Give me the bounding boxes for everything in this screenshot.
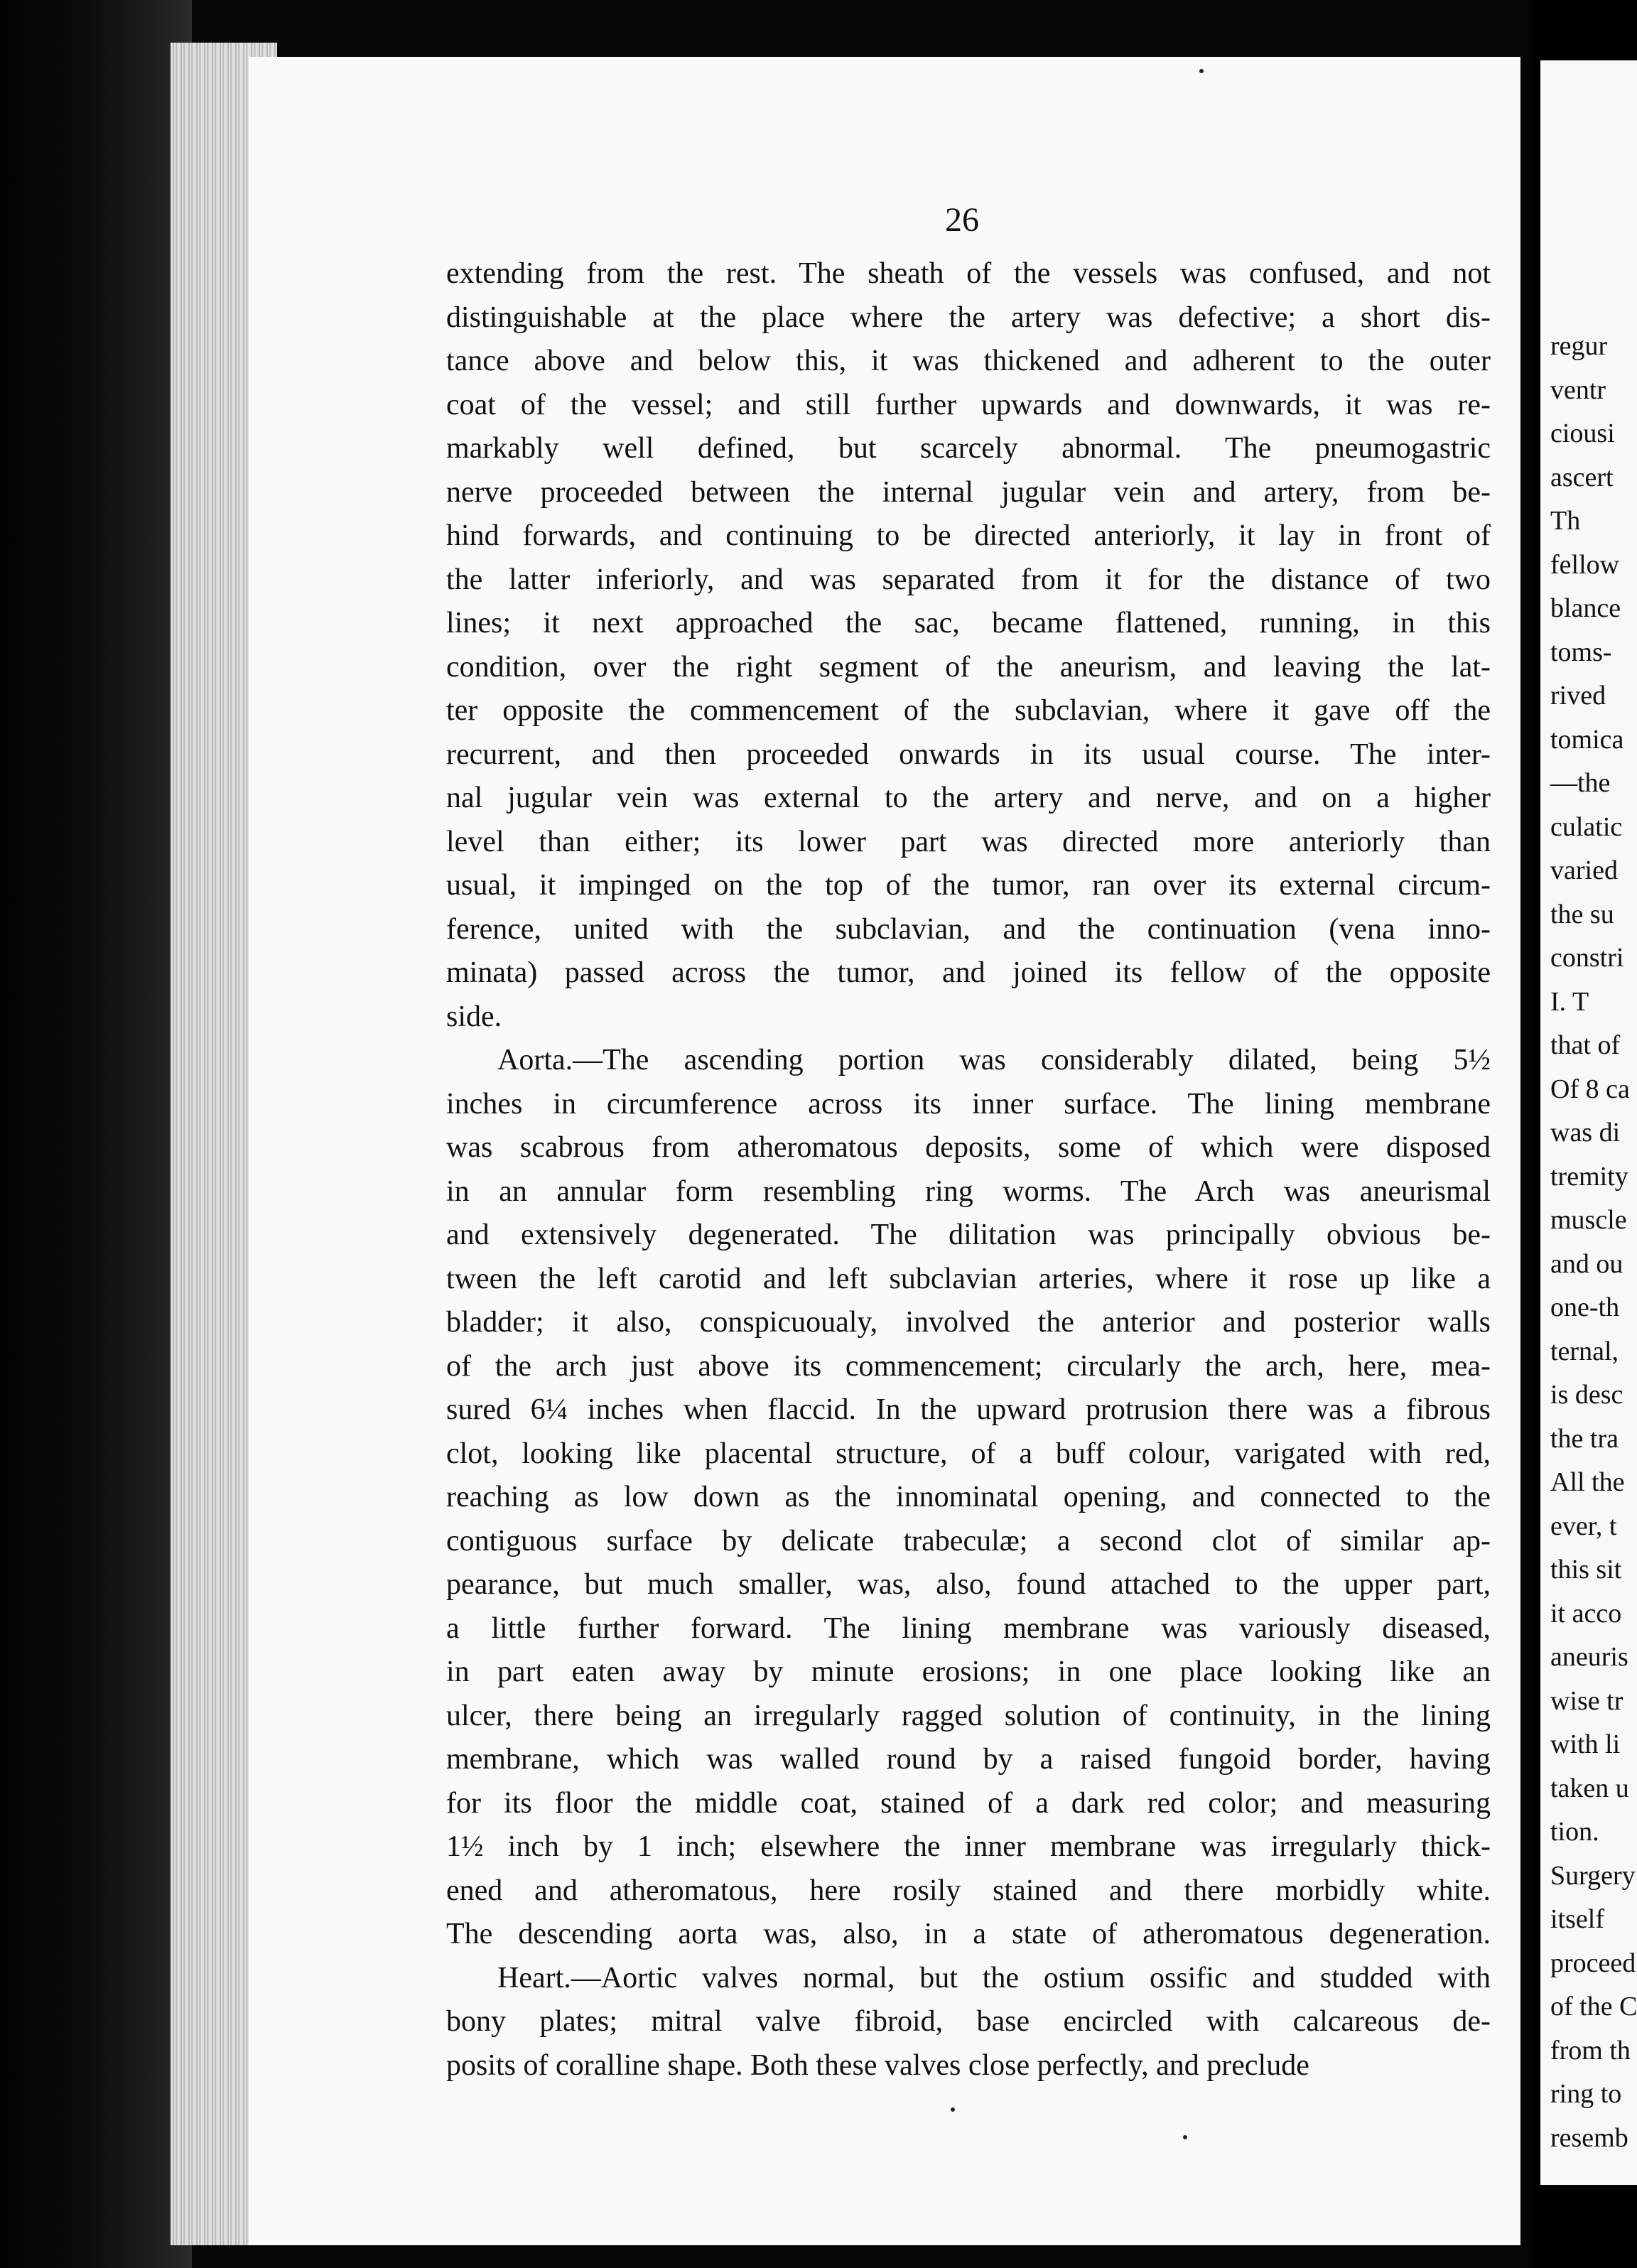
text-line: reaching as low down as the innominatal opening, and connected to the: [446, 1481, 1491, 1513]
text-line: bony plates; mitral valve fibroid, base encircled with calcareous de-: [446, 2005, 1491, 2038]
scan-dark-margin: [0, 0, 192, 2268]
facing-page-line: resemb: [1550, 2122, 1628, 2153]
facing-page-line: with li: [1550, 1729, 1621, 1759]
scan-speck: [1183, 2135, 1187, 2139]
facing-page-line: All the: [1550, 1467, 1625, 1497]
facing-page-line: it acco: [1550, 1598, 1622, 1629]
text-line: The descending aorta was, also, in a state of atheromatous degeneration.: [446, 1918, 1491, 1950]
text-line: nal jugular vein was external to the artery and nerve, and on a higher: [446, 782, 1491, 814]
text-line: posits of coralline shape. Both these valves close perfectly, and preclude: [446, 2048, 1309, 2082]
facing-page-line: ring to: [1550, 2079, 1622, 2109]
text-line: tance above and below this, it was thickened and adherent to the outer: [446, 345, 1491, 377]
text-line: was scabrous from atheromatous deposits, some of which were disposed: [446, 1131, 1491, 1164]
text-line: markably well defined, but scarcely abnormal. The pneumogastric: [446, 432, 1491, 465]
facing-page-line: wise tr: [1550, 1685, 1624, 1716]
text-line: 1½ inch by 1 inch; elsewhere the inner membrane was irregularly thick-: [446, 1830, 1491, 1863]
facing-page-line: ascert: [1550, 462, 1614, 492]
facing-page-line: constri: [1550, 943, 1624, 973]
facing-page-line: of the C: [1550, 1992, 1637, 2021]
text-line: minata) passed across the tumor, and joined its fellow of the opposite: [446, 956, 1491, 989]
facing-page-line: blance: [1550, 593, 1621, 623]
text-line: nerve proceeded between the internal jugular vein and artery, from be-: [446, 475, 1491, 509]
facing-page-line: regur: [1550, 331, 1608, 361]
text-line: ter opposite the commencement of the subclavian, where it gave off the: [446, 694, 1491, 727]
facing-page-line: tion.: [1550, 1817, 1599, 1847]
text-line: pearance, but much smaller, was, also, found attached to the upper part,: [446, 1568, 1491, 1601]
body-text: [446, 252, 1491, 2088]
facing-page-line: ciousi: [1550, 418, 1615, 448]
facing-page-line: the tra: [1550, 1423, 1619, 1454]
text-line: clot, looking like placental structure, of a buff colour, varigated with red,: [446, 1437, 1491, 1470]
facing-page-line: I. T: [1550, 986, 1589, 1017]
text-line: hind forwards, and continuing to be directed anteriorly, it lay in front of: [446, 519, 1491, 552]
text-line: level than either; its lower part was directed more anteriorly than: [446, 825, 1491, 858]
facing-page-line: ever, t: [1550, 1511, 1617, 1541]
facing-page-line: Surgery: [1550, 1860, 1636, 1891]
facing-page-line: was di: [1550, 1118, 1621, 1148]
facing-page-line: itself: [1550, 1904, 1604, 1934]
facing-page-line: varied: [1550, 855, 1618, 885]
facing-page-line: —the: [1550, 768, 1611, 798]
text-line: side.: [446, 1000, 502, 1033]
facing-page-line: ternal,: [1550, 1336, 1619, 1366]
text-line: extending from the rest. The sheath of the vessels was confused, and not: [446, 257, 1491, 290]
text-line: membrane, which was walled round by a raised fungoid border, having: [446, 1743, 1491, 1776]
facing-page-line: Th: [1550, 506, 1581, 536]
facing-page-line: and ou: [1550, 1248, 1624, 1279]
text-line: ulcer, there being an irregularly ragged solution of continuity, in the lining: [446, 1699, 1491, 1732]
facing-page-line: proceed: [1550, 1948, 1636, 1978]
facing-page-line: tremity: [1550, 1161, 1628, 1192]
text-line: the latter inferiorly, and was separated from it for the distance of two: [446, 563, 1491, 596]
facing-page-line: toms-: [1550, 637, 1612, 667]
text-line: recurrent, and then proceeded onwards in its usual course. The inter-: [446, 738, 1491, 771]
facing-page: [1540, 60, 1637, 2185]
text-line: a little further forward. The lining membrane was variously diseased,: [446, 1611, 1491, 1645]
facing-page-text: [1550, 325, 1637, 2160]
facing-page-line: taken u: [1550, 1773, 1629, 1803]
facing-page-line: Of 8 ca: [1550, 1074, 1630, 1104]
text-line: in part eaten away by minute erosions; in one place looking like an: [446, 1656, 1491, 1688]
text-line: sured 6¼ inches when flaccid. In the upward protrusion there was a fibrous: [446, 1393, 1491, 1426]
text-line: Aorta.—The ascending portion was considerably dilated, being 5½: [497, 1044, 1491, 1076]
facing-page-line: culatic: [1550, 811, 1623, 842]
scan-speck: [951, 2107, 955, 2112]
text-line: condition, over the right segment of the aneurism, and leaving the lat-: [446, 650, 1491, 684]
text-line: contiguous surface by delicate trabeculæ; a second clot of similar ap-: [446, 1524, 1491, 1557]
text-line: coat of the vessel; and still further upwards and downwards, it was re-: [446, 388, 1491, 421]
text-line: distinguishable at the place where the artery was defective; a short dis-: [446, 301, 1491, 334]
text-line: inches in circumference across its inner surface. The lining membrane: [446, 1087, 1491, 1120]
text-line: bladder; it also, conspicuoualy, involved the anterior and posterior walls: [446, 1306, 1491, 1339]
facing-page-line: rived: [1550, 681, 1606, 711]
text-line: tween the left carotid and left subclavian arteries, where it rose up like a: [446, 1262, 1491, 1295]
facing-page-line: one-th: [1550, 1292, 1620, 1322]
text-line: in an annular form resembling ring worms. The Arch was aneurismal: [446, 1174, 1491, 1208]
facing-page-line: from th: [1550, 2035, 1631, 2066]
facing-page-line: muscle: [1550, 1205, 1627, 1235]
facing-page-line: the su: [1550, 899, 1614, 929]
facing-page-line: aneuris: [1550, 1642, 1628, 1672]
text-line: usual, it impinged on the top of the tumor, ran over its external circum-: [446, 869, 1491, 902]
text-line: ened and atheromatous, here rosily stained and there morbidly white.: [446, 1874, 1491, 1907]
facing-page-line: ventr: [1550, 374, 1606, 405]
text-line: ference, united with the subclavian, and the continuation (vena inno-: [446, 912, 1491, 946]
text-line: and extensively degenerated. The dilitation was principally obvious be-: [446, 1219, 1491, 1251]
text-line: for its floor the middle coat, stained of a dark red color; and measuring: [446, 1786, 1491, 1820]
facing-page-line: this sit: [1550, 1555, 1622, 1584]
page-number: 26: [945, 201, 979, 239]
facing-page-line: that of: [1550, 1030, 1621, 1060]
text-line: lines; it next approached the sac, became flattened, running, in this: [446, 607, 1491, 639]
facing-page-line: tomica: [1550, 724, 1624, 755]
facing-page-line: fellow: [1550, 549, 1620, 580]
text-line: Heart.—Aortic valves normal, but the ostium ossific and studded with: [497, 1961, 1491, 1994]
scan-speck: [1199, 69, 1204, 73]
text-line: of the arch just above its commencement; circularly the arch, here, mea-: [446, 1349, 1491, 1383]
facing-page-line: is desc: [1550, 1380, 1624, 1410]
